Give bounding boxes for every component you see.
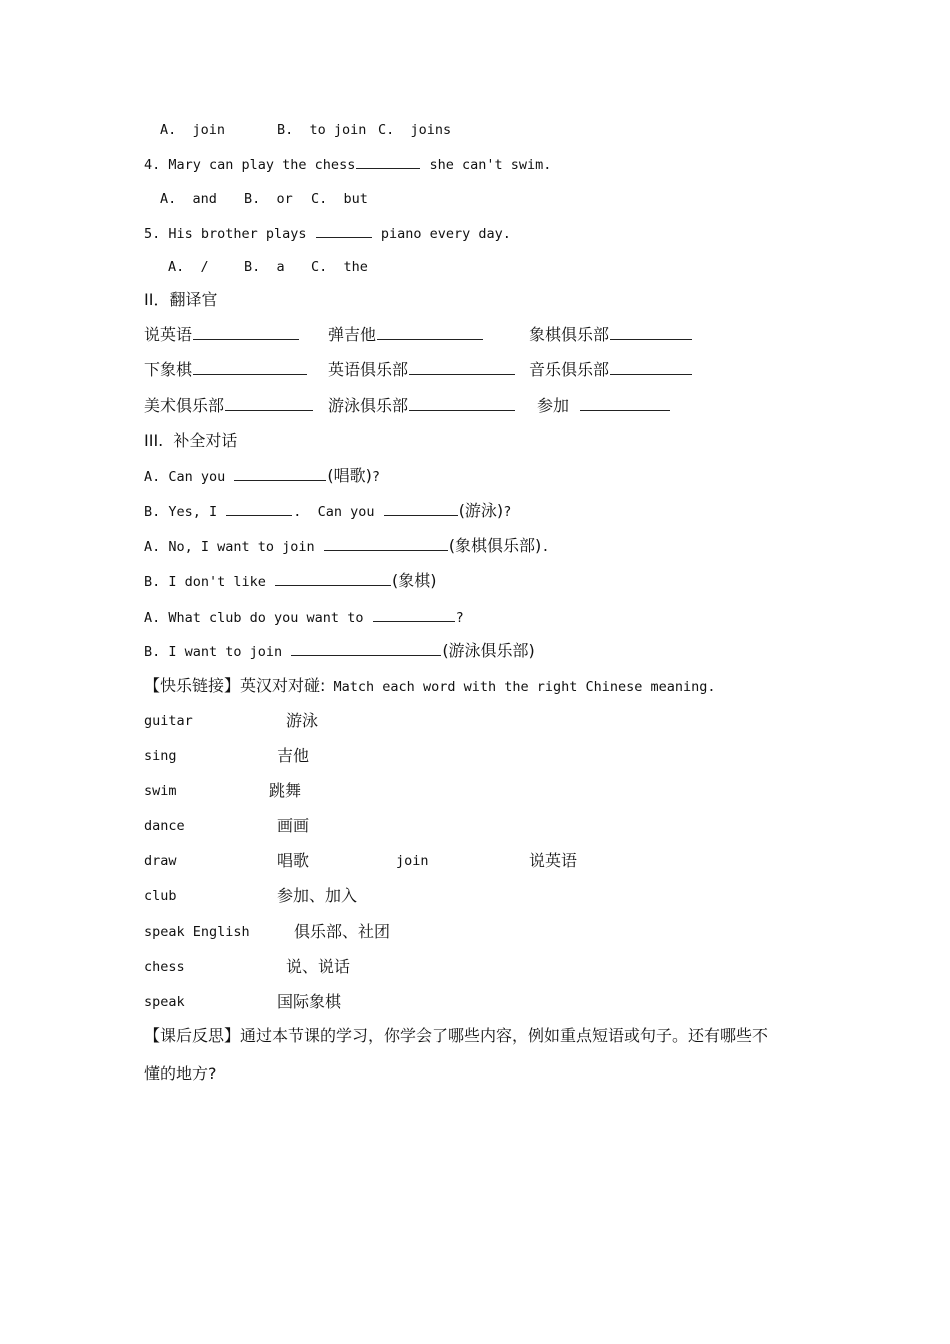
match-chinese-word: 游泳	[286, 711, 319, 730]
dialogue-text: B. I don't like	[144, 574, 275, 590]
match-english-word-extra: join	[396, 853, 429, 869]
dialogue-line	[144, 607, 464, 628]
q5-option-a: A. /	[168, 259, 209, 275]
match-english-word: club	[144, 888, 177, 904]
translate-item	[537, 396, 671, 416]
match-english-word: chess	[144, 959, 185, 975]
translate-item	[144, 360, 308, 380]
translate-blank[interactable]	[193, 360, 307, 375]
translate-blank[interactable]	[225, 396, 313, 411]
match-chinese-word: 跳舞	[269, 781, 302, 800]
translate-label: 美术俱乐部	[144, 396, 225, 415]
reflection-line-1: 【课后反思】通过本节课的学习，你学会了哪些内容，例如重点短语或句子。还有哪些不	[144, 1026, 769, 1045]
dialogue-text-end: .	[541, 539, 550, 555]
match-english-word: draw	[144, 853, 177, 869]
match-chinese-word: 吉他	[277, 746, 310, 765]
matching-instruction: Match each word with the right Chinese meaning.	[325, 679, 716, 695]
translate-item	[328, 325, 484, 345]
dialogue-blank[interactable]	[324, 536, 448, 551]
dialogue-line	[144, 571, 437, 592]
q3-option-b: B. to join	[277, 122, 367, 138]
translate-label: 游泳俱乐部	[328, 396, 409, 415]
match-english-word: guitar	[144, 713, 193, 729]
translate-blank[interactable]	[193, 325, 299, 340]
dialogue-hint: (游泳)	[458, 501, 504, 520]
dialogue-text: A. What club do you want to	[144, 610, 372, 626]
translate-item	[328, 396, 516, 416]
q5-option-c: C. the	[311, 259, 368, 275]
q4-option-b: B. or	[244, 191, 293, 207]
question-4-blank[interactable]	[356, 154, 420, 169]
matching-header	[144, 676, 716, 697]
section-2-title: II．翻译官	[144, 290, 218, 309]
dialogue-blank[interactable]	[384, 501, 458, 516]
translate-item	[529, 325, 693, 345]
dialogue-text: B. I want to join	[144, 644, 291, 660]
match-english-word: speak English	[144, 924, 250, 940]
dialogue-blank[interactable]	[373, 607, 455, 622]
translate-label: 英语俱乐部	[328, 360, 409, 379]
translate-blank[interactable]	[377, 325, 483, 340]
translate-label: 说英语	[144, 325, 193, 344]
q5-option-b: B. a	[244, 259, 285, 275]
dialogue-blank[interactable]	[234, 466, 326, 481]
reflection-line-2: 懂的地方?	[144, 1064, 217, 1083]
dialogue-line	[144, 536, 549, 557]
question-4-text: 4. Mary can play the chess	[144, 157, 356, 173]
translate-item	[529, 360, 693, 380]
dialogue-blank[interactable]	[226, 501, 292, 516]
dialogue-hint: (象棋)	[392, 571, 437, 590]
match-chinese-word: 唱歌	[277, 851, 310, 870]
dialogue-text-end: ?	[503, 504, 512, 520]
match-chinese-word-extra: 说英语	[529, 851, 578, 870]
dialogue-blank[interactable]	[275, 571, 391, 586]
match-chinese-word: 国际象棋	[277, 992, 342, 1011]
translate-label: 弹吉他	[328, 325, 377, 344]
question-5-blank[interactable]	[316, 223, 372, 238]
translate-blank[interactable]	[610, 360, 692, 375]
matching-title: 【快乐链接】英汉对对碰:	[144, 676, 326, 695]
dialogue-line	[144, 466, 380, 487]
translate-blank[interactable]	[409, 360, 515, 375]
dialogue-hint: (唱歌)	[327, 466, 372, 485]
dialogue-hint: (游泳俱乐部)	[442, 641, 535, 660]
dialogue-line	[144, 501, 511, 522]
dialogue-line	[144, 641, 535, 662]
match-english-word: sing	[144, 748, 177, 764]
translate-label: 参加	[537, 396, 570, 415]
match-chinese-word: 说、说话	[286, 957, 351, 976]
q4-option-a: A. and	[160, 191, 217, 207]
translate-item	[144, 325, 300, 345]
match-english-word: speak	[144, 994, 185, 1010]
match-english-word: dance	[144, 818, 185, 834]
translate-blank[interactable]	[580, 396, 670, 411]
question-5-text-end: piano every day.	[372, 226, 511, 242]
question-5-text: 5. His brother plays	[144, 226, 315, 242]
dialogue-text: B. Yes, I	[144, 504, 226, 520]
dialogue-text: A. Can you	[144, 469, 234, 485]
dialogue-blank[interactable]	[291, 641, 441, 656]
section-3-title: III. 补全对话	[144, 431, 238, 450]
dialogue-text: A. No, I want to join	[144, 539, 323, 555]
translate-blank[interactable]	[610, 325, 692, 340]
match-chinese-word: 参加、加入	[277, 886, 358, 905]
translate-blank[interactable]	[409, 396, 515, 411]
dialogue-text-mid: . Can you	[293, 504, 383, 520]
question-5	[144, 223, 511, 244]
match-chinese-word: 俱乐部、社团	[294, 922, 391, 941]
q4-option-c: C. but	[311, 191, 368, 207]
dialogue-text-end: ?	[371, 469, 381, 485]
dialogue-hint: (象棋俱乐部)	[448, 536, 542, 555]
q3-option-a: A. join	[160, 122, 226, 138]
match-english-word: swim	[144, 783, 177, 799]
translate-label: 下象棋	[144, 360, 193, 379]
translate-item	[144, 396, 314, 416]
translate-label: 象棋俱乐部	[529, 325, 610, 344]
dialogue-text-end: ?	[455, 610, 464, 626]
translate-item	[328, 360, 516, 380]
match-chinese-word: 画画	[277, 816, 310, 835]
question-4-text-end: she can't swim.	[421, 157, 552, 173]
translate-label: 音乐俱乐部	[529, 360, 610, 379]
q3-option-c: C. joins	[378, 122, 452, 138]
question-4	[144, 154, 551, 175]
